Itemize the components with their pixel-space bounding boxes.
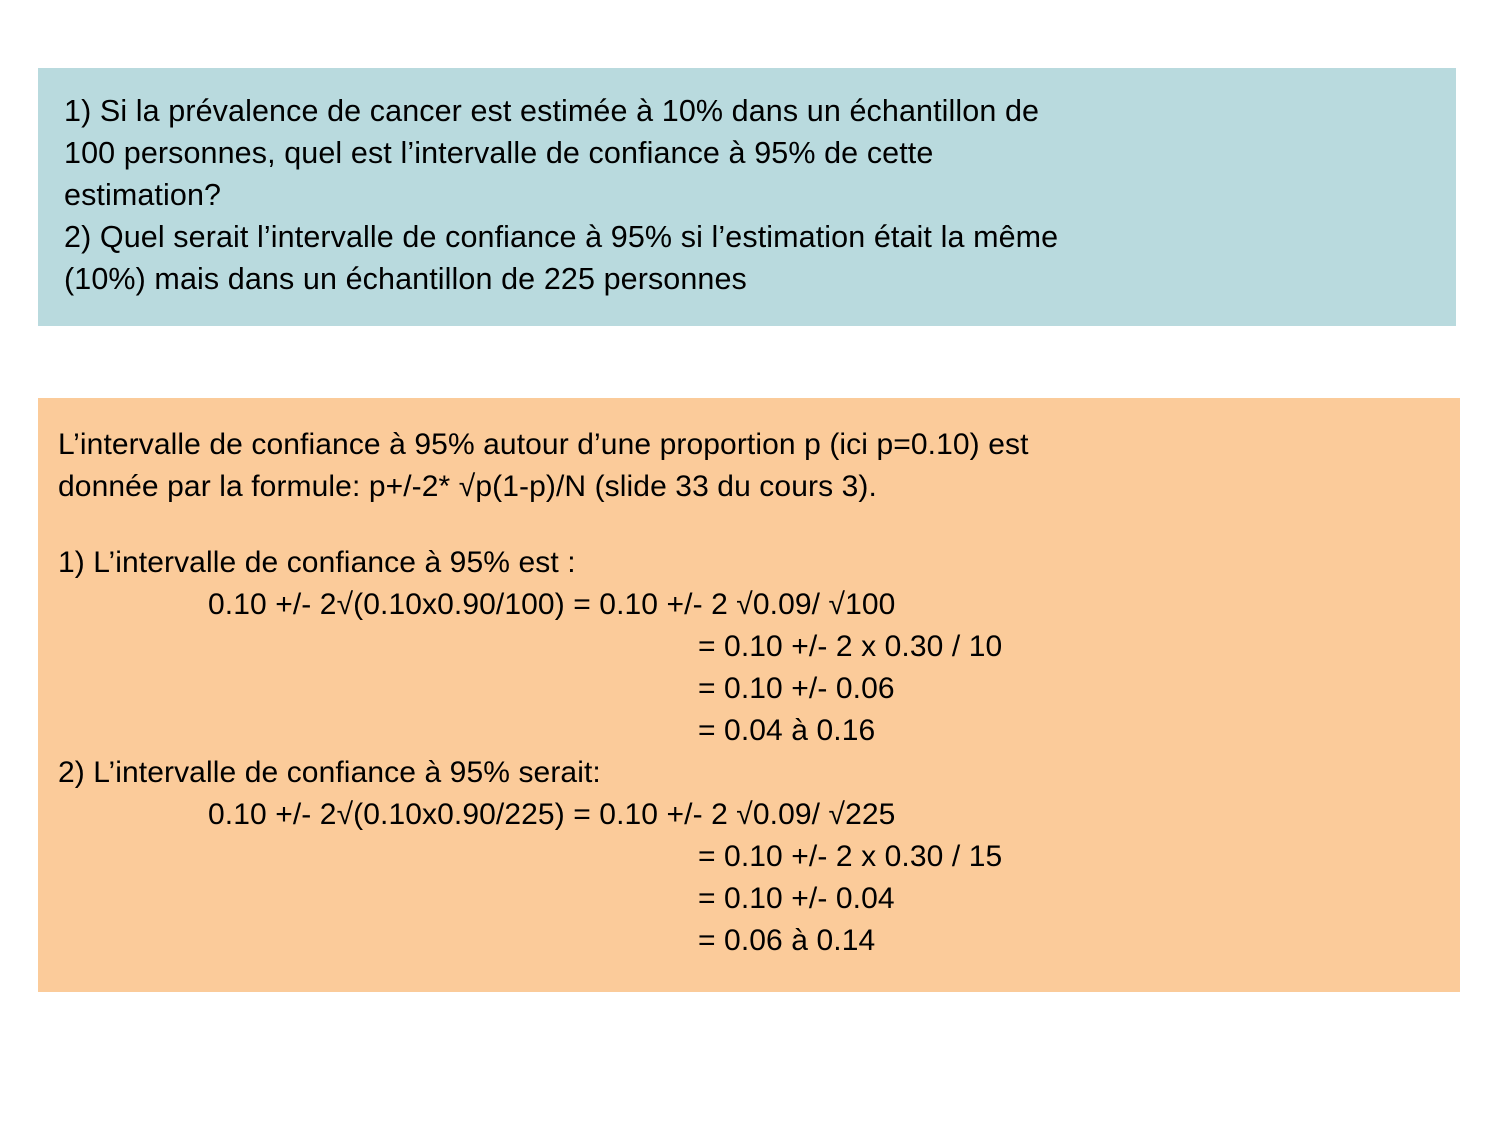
- question-line: 2) Quel serait l’intervalle de confiance à 95% si l’estimation était la même: [64, 220, 1059, 255]
- question-line: 100 personnes, quel est l’intervalle de confiance à 95% de cette: [64, 136, 934, 171]
- answer-intro-line: L’intervalle de confiance à 95% autour d’une proportion p (ici p=0.10) est: [58, 428, 1029, 461]
- part2-step: 0.10 +/- 2√(0.10x0.90/225) = 0.10 +/- 2 √0.09/ √225: [208, 798, 896, 831]
- answer-intro-line: donnée par la formule: p+/-2* √p(1-p)/N (slide 33 du cours 3).: [58, 470, 877, 503]
- part2-step: = 0.10 +/- 2 x 0.30 / 15: [698, 840, 1003, 873]
- part1-step: = 0.10 +/- 2 x 0.30 / 10: [698, 630, 1003, 663]
- question-line: 1) Si la prévalence de cancer est estimée à 10% dans un échantillon de: [64, 94, 1040, 128]
- part1-step: = 0.04 à 0.16: [698, 714, 876, 747]
- part1-step: 0.10 +/- 2√(0.10x0.90/100) = 0.10 +/- 2 √0.09/ √100: [208, 588, 896, 621]
- part2-heading: 2) L’intervalle de confiance à 95% serait:: [58, 756, 601, 789]
- part1-heading: 1) L’intervalle de confiance à 95% est :: [58, 546, 576, 579]
- answer-box: [38, 398, 1460, 992]
- question-line: estimation?: [64, 178, 222, 213]
- part1-step: = 0.10 +/- 0.06: [698, 672, 895, 705]
- question-box: [38, 68, 1456, 326]
- part2-step: = 0.10 +/- 0.04: [698, 882, 895, 915]
- part2-step: = 0.06 à 0.14: [698, 924, 876, 957]
- spacer: [58, 508, 1434, 542]
- question-line: (10%) mais dans un échantillon de 225 personnes: [64, 262, 747, 297]
